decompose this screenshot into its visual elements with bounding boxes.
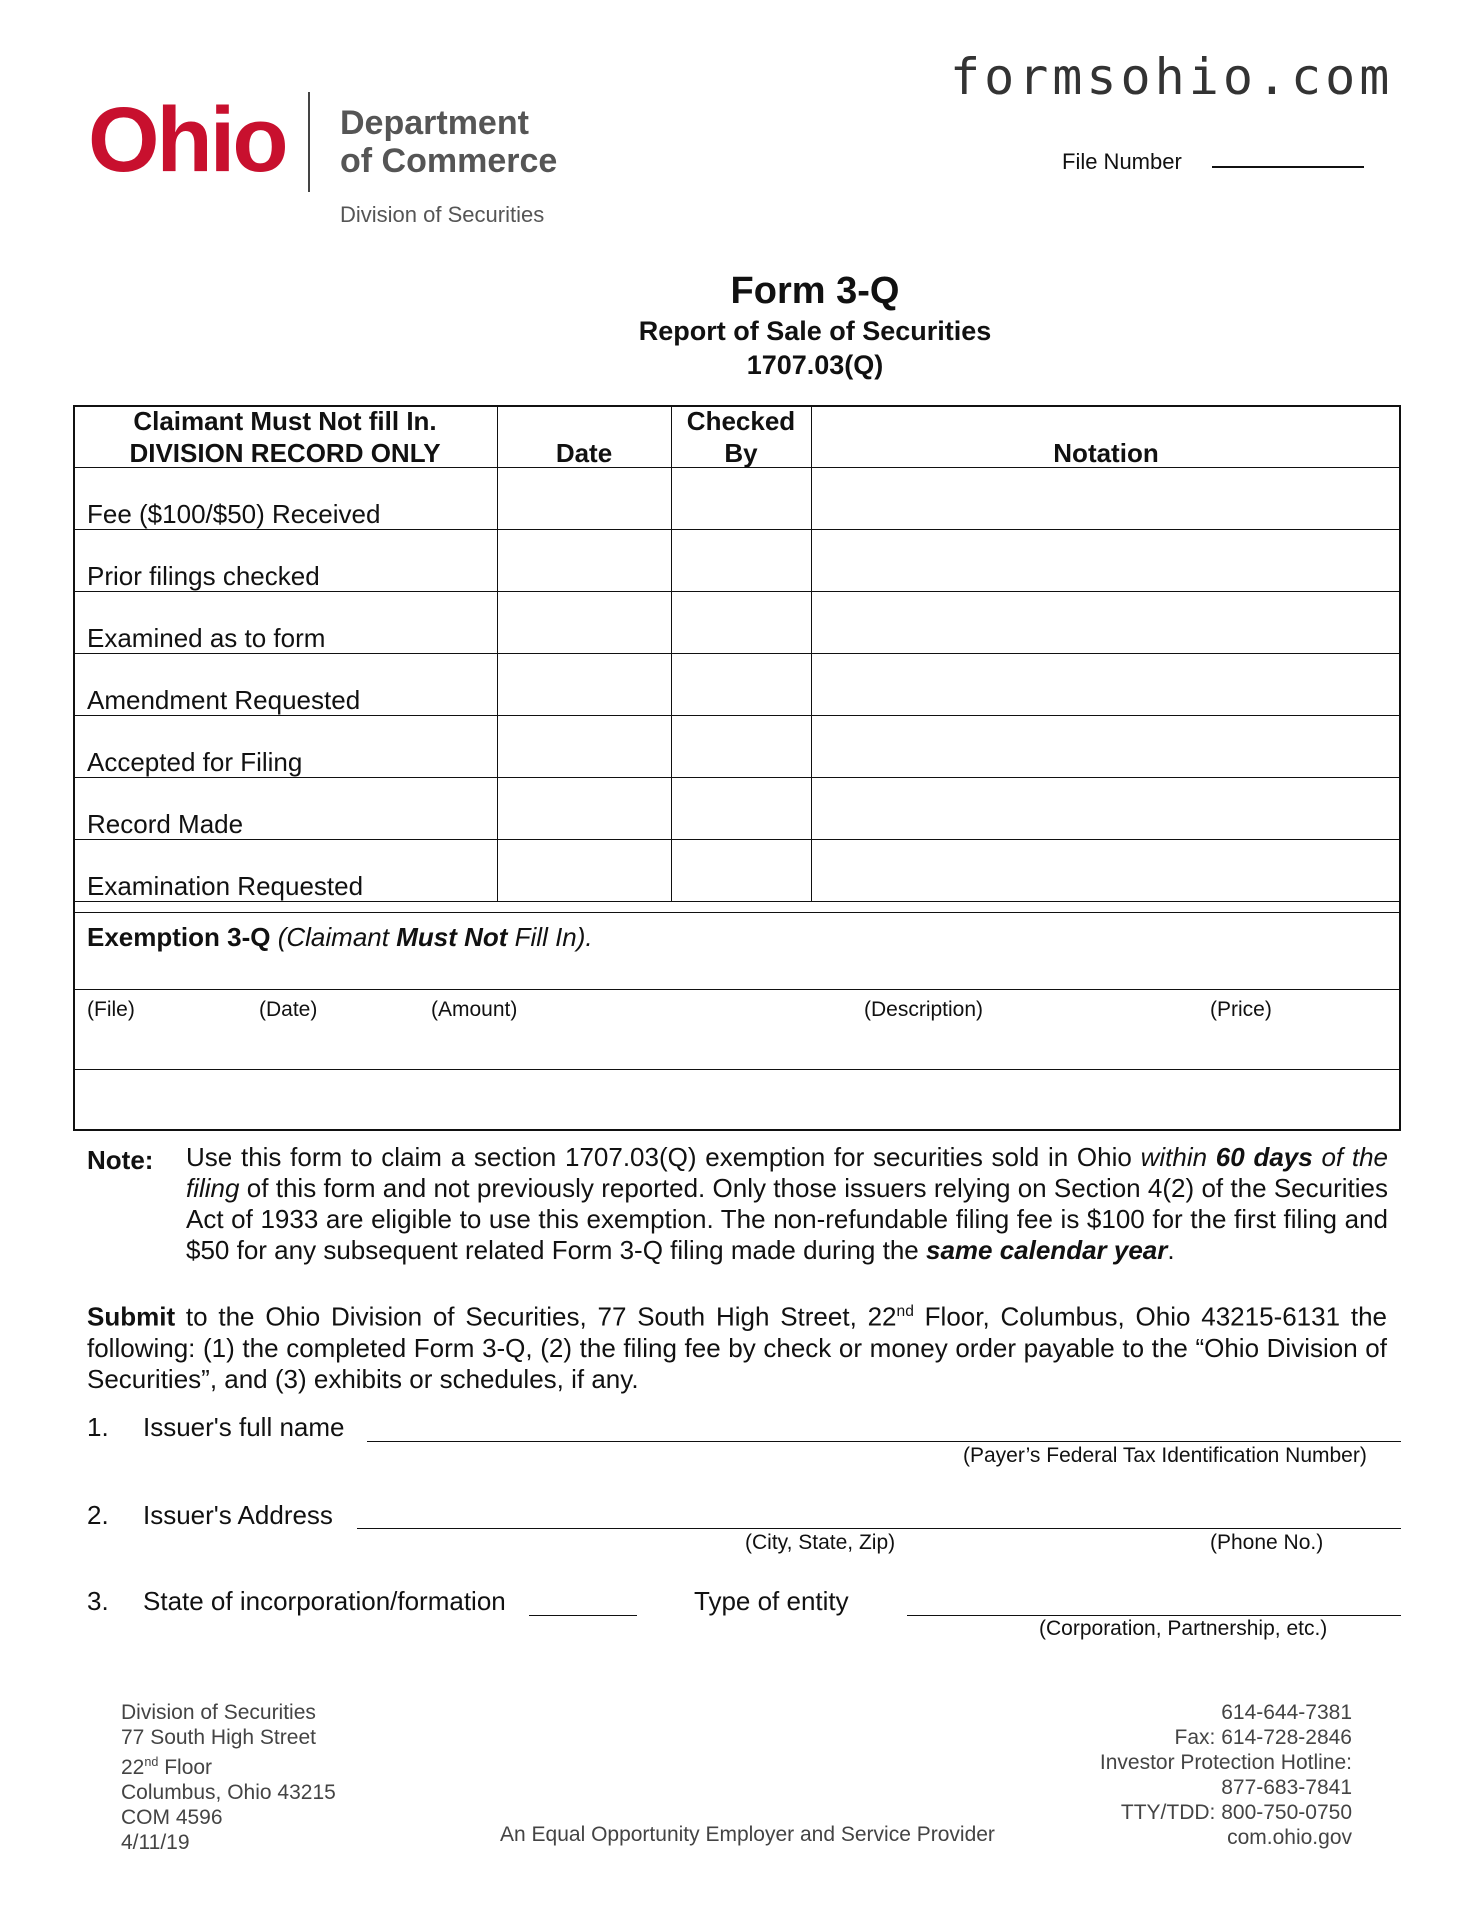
row-label-accepted: Accepted for Filing bbox=[87, 747, 303, 777]
subheader-amount: (Amount) bbox=[431, 998, 518, 1021]
exemption-note-pre: (Claimant bbox=[277, 922, 397, 952]
note-bold-italic1: 60 days bbox=[1215, 1142, 1313, 1172]
subheader-file: (File) bbox=[87, 998, 135, 1021]
row-label-fee: Fee ($100/$50) Received bbox=[87, 499, 381, 529]
row-label-examined: Examined as to form bbox=[87, 623, 326, 653]
note-label: Note: bbox=[87, 1145, 154, 1175]
subheader-price: (Price) bbox=[1210, 998, 1272, 1021]
header-checked-by bbox=[671, 405, 811, 469]
header-checked-line2: By bbox=[724, 438, 758, 468]
row-label-amendment: Amendment Requested bbox=[87, 685, 361, 715]
footer-website-link[interactable]: com.ohio.gov bbox=[1227, 1826, 1352, 1849]
header-division-record bbox=[75, 405, 495, 469]
footer-left-line3-pre: 22 bbox=[121, 1756, 145, 1779]
table-col-rule bbox=[671, 405, 672, 901]
form-title: Form 3-Q bbox=[730, 270, 900, 312]
item1-number: 1. bbox=[87, 1412, 109, 1442]
note-italic2: of the filing bbox=[186, 1142, 1389, 1203]
footer-hotline: 877-683-7841 bbox=[1221, 1776, 1352, 1799]
row-label-prior-filings: Prior filings checked bbox=[87, 561, 320, 591]
item1-label: Issuer's full name bbox=[143, 1412, 345, 1442]
subheader-description: (Description) bbox=[864, 998, 984, 1021]
file-number-label: File Number bbox=[1062, 149, 1182, 174]
footer-equal-opportunity: An Equal Opportunity Employer and Service Provider bbox=[500, 1823, 995, 1846]
footer-fax: Fax: 614-728-2846 bbox=[1174, 1726, 1352, 1749]
logo-divider bbox=[308, 92, 310, 192]
department-line2: of Commerce bbox=[340, 142, 558, 180]
item3-type-label: Type of entity bbox=[694, 1586, 849, 1616]
item3-label: State of incorporation/formation bbox=[143, 1586, 506, 1616]
watermark: formsohio.com bbox=[950, 48, 1394, 106]
exemption-label bbox=[87, 922, 593, 953]
footer-hotline-label: Investor Protection Hotline: bbox=[1099, 1751, 1352, 1774]
submit-instructions bbox=[87, 1296, 1387, 1395]
submit-bold: Submit bbox=[87, 1301, 176, 1332]
footer-left-line6: 4/11/19 bbox=[121, 1831, 190, 1854]
note-p1: Use this form to claim a section 1707.03(Q) exemption for securities sold in Ohio bbox=[186, 1142, 1141, 1172]
row-label-examination: Examination Requested bbox=[87, 871, 364, 901]
note-p2: of this form and not previously reported. Only those issuers relying on Section 4(2) of the Securities Act of 1933 are eligible to use this exemption. The non-refundable filing fee is $100 for the first filing and $50 for any subsequent related Form 3-Q filing made during the bbox=[186, 1173, 1388, 1265]
submit-text2: Floor, Columbus, Ohio 43215-6131 the following: (1) the completed Form 3-Q, (2) the filing fee by check or money order payable to the “Ohio Division of Securities”, and (3) exhibits or schedules, if any. bbox=[87, 1301, 1387, 1394]
item3-caption: (Corporation, Partnership, etc.) bbox=[1039, 1617, 1328, 1640]
item2-number: 2. bbox=[87, 1500, 109, 1530]
footer-left-line3 bbox=[121, 1750, 336, 1780]
table-rule bbox=[73, 912, 1401, 913]
form-subtitle: Report of Sale of Securities bbox=[638, 316, 992, 346]
department-line1: Department bbox=[340, 104, 529, 142]
item2-caption-phone: (Phone No.) bbox=[1210, 1531, 1324, 1554]
footer-left-line5: COM 4596 bbox=[121, 1806, 223, 1829]
note-text bbox=[186, 1142, 1388, 1266]
note-italic1: within bbox=[1140, 1142, 1216, 1172]
note-p3: . bbox=[1167, 1235, 1175, 1265]
division-name: Division of Securities bbox=[340, 202, 545, 227]
ohio-logo: Ohio bbox=[88, 89, 286, 191]
item3-number: 3. bbox=[87, 1586, 109, 1616]
department-name bbox=[340, 104, 557, 180]
submit-text1: to the Ohio Division of Securities, 77 South High Street, 22 bbox=[175, 1301, 897, 1332]
header-date: Date bbox=[555, 438, 613, 468]
header-notation: Notation bbox=[1053, 438, 1159, 468]
note-bold-italic2: same calendar year bbox=[925, 1235, 1168, 1265]
table-rule bbox=[73, 1069, 1401, 1070]
file-number-field[interactable] bbox=[1212, 166, 1364, 168]
header-col1-line1: Claimant Must Not fill In. bbox=[133, 406, 437, 436]
issuer-name-field[interactable] bbox=[367, 1441, 1401, 1442]
exemption-title: Exemption 3-Q bbox=[87, 922, 271, 952]
header-col1-line2: DIVISION RECORD ONLY bbox=[129, 438, 441, 468]
footer-left-line4: Columbus, Ohio 43215 bbox=[121, 1781, 336, 1804]
table-col-rule bbox=[497, 405, 498, 901]
exemption-note-post: Fill In). bbox=[507, 922, 593, 952]
footer-left-line3-post: Floor bbox=[158, 1756, 213, 1779]
subheader-date: (Date) bbox=[259, 998, 318, 1021]
table-col-rule bbox=[811, 405, 812, 901]
footer-left-line1: Division of Securities bbox=[121, 1701, 316, 1724]
item2-caption-city: (City, State, Zip) bbox=[745, 1531, 896, 1554]
footer-phone: 614-644-7381 bbox=[1221, 1701, 1352, 1724]
form-statute: 1707.03(Q) bbox=[746, 350, 884, 380]
footer-left-line3-sup: nd bbox=[144, 1755, 159, 1769]
footer-contact bbox=[1020, 1700, 1352, 1850]
exemption-note-bold: Must Not bbox=[396, 922, 508, 952]
header-checked-line1: Checked bbox=[686, 406, 796, 436]
item2-label: Issuer's Address bbox=[143, 1500, 333, 1530]
table-rule bbox=[73, 839, 1401, 840]
footer-tty: TTY/TDD: 800-750-0750 bbox=[1120, 1801, 1352, 1824]
table-rule bbox=[73, 989, 1401, 990]
row-label-record-made: Record Made bbox=[87, 809, 244, 839]
state-incorporation-field[interactable] bbox=[529, 1615, 637, 1616]
submit-sup: nd bbox=[896, 1303, 914, 1320]
entity-type-field[interactable] bbox=[907, 1615, 1401, 1616]
footer-left-line2: 77 South High Street bbox=[121, 1726, 316, 1749]
issuer-address-field[interactable] bbox=[357, 1528, 1401, 1529]
footer-address bbox=[121, 1700, 336, 1855]
item1-caption: (Payer’s Federal Tax Identification Number) bbox=[963, 1444, 1367, 1467]
